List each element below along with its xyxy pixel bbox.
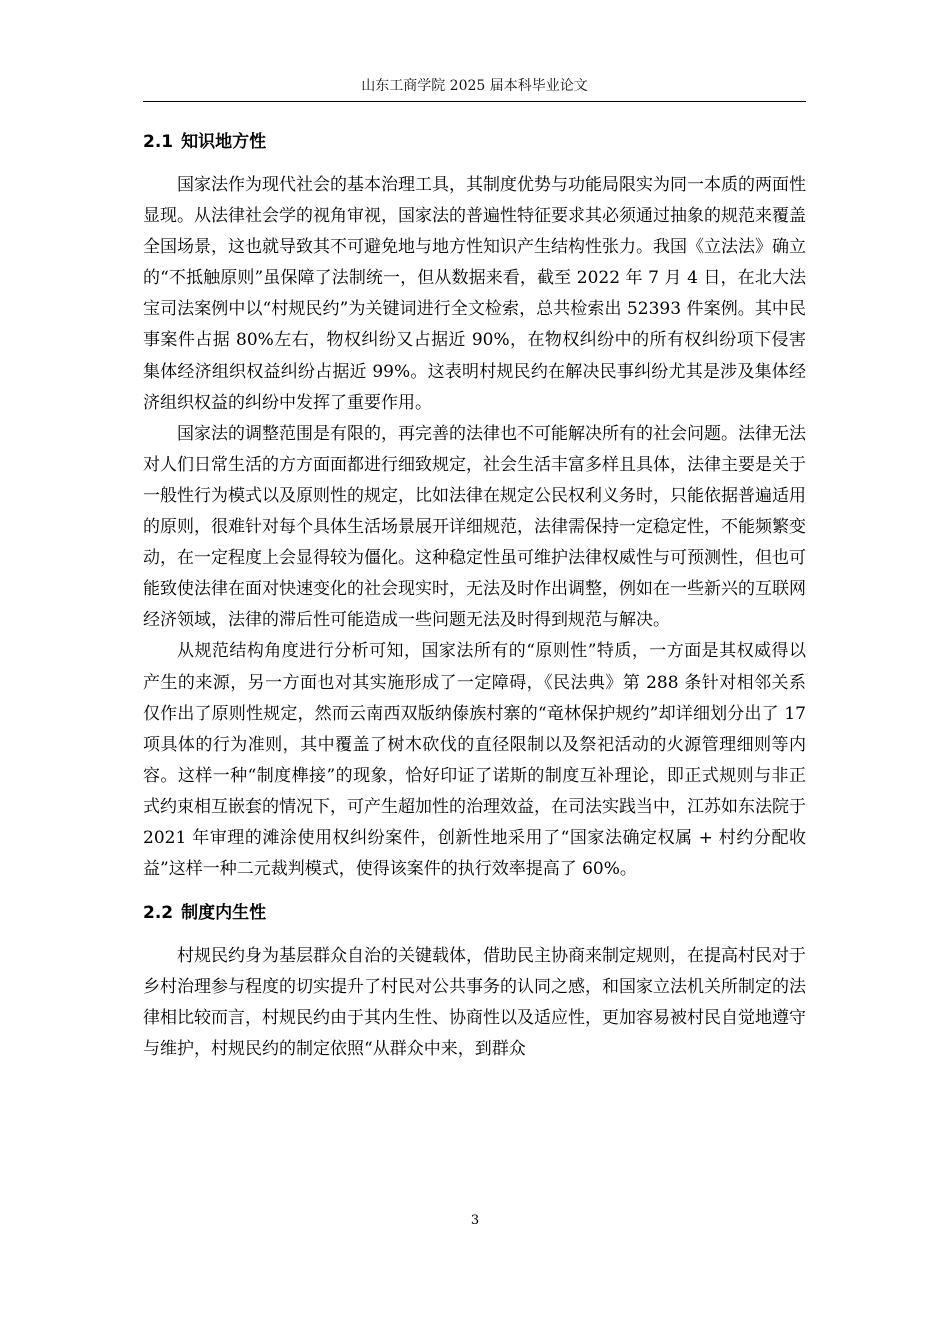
section-number: 2.1 [143, 132, 174, 152]
section-knowledge-locality [143, 128, 806, 885]
page-number: 3 [470, 1213, 480, 1228]
section-heading [143, 128, 806, 156]
header-rule [143, 101, 806, 102]
running-header: 山东工商学院 2025 届本科毕业论文 [361, 78, 588, 94]
section-institutional-endogeneity [143, 899, 806, 1065]
page-content [143, 128, 806, 1066]
section-title: 制度内生性 [181, 903, 267, 924]
paragraph: 国家法作为现代社会的基本治理工具，其制度优势与功能局限实为同一本质的两面性显现。从法律社会学的视角审视，国家法的普遍性特征要求其必须通过抽象的规范来覆盖全国场景，这也就导致其不可避免地与地方性知识产生结构性张力。我国《立法法》确立的“不抵触原则”虽保障了法制统一，但从数据来看，截至 2022 年 7 月 4 日，在北大法宝司法案例中以“村规民约”为关键词进行全文检索，总共检索出 52393 件案例。其中民事案件占据 80%左右，物权纠纷又占据近 90%，在物权纠纷中的所有权纠纷项下侵害集体经济组织权益纠纷占据近 99%。这表明村规民约在解决民事纠纷尤其是涉及集体经济组织权益的纠纷中发挥了重要作用。 [143, 175, 806, 413]
paragraph: 从规范结构角度进行分析可知，国家法所有的“原则性”特质，一方面是其权威得以产生的来源，另一方面也对其实施形成了一定障碍，《民法典》第 288 条针对相邻关系仅作出了原则性规定，然而云南西双版纳傣族村寨的“竜林保护规约”却详细划分出了 17 项具体的行为准则，其中覆盖了树木砍伐的直径限制以及祭祀活动的火源管理细则等内容。这样一种“制度榫接”的现象，恰好印证了诺斯的制度互补理论，即正式规则与非正式约束相互嵌套的情况下，可产生超加性的治理效益，在司法实践当中，江苏如东法院于 2021 年审理的滩涂使用权纠纷案件，创新性地采用了“国家法确定权属 + 村约分配收益”这样一种二元裁判模式，使得该案件的执行效率提高了 60%。 [143, 641, 806, 880]
section-heading [143, 899, 806, 927]
section-title: 知识地方性 [181, 132, 267, 152]
paragraph: 村规民约身为基层群众自治的关键载体，借助民主协商来制定规则，在提高村民对于乡村治理参与程度的切实提升了村民对公共事务的认同之感，和国家立法机关所制定的法律相比较而言，村规民约由于其内生性、协商性以及适应性，更加容易被村民自觉地遵守与维护，村规民约的制定依照“从群众中来，到群众 [143, 946, 806, 1060]
paragraph: 国家法的调整范围是有限的，再完善的法律也不可能解决所有的社会问题。法律无法对人们日常生活的方方面面都进行细致规定，社会生活丰富多样且具体，法律主要是关于一般性行为模式以及原则性的规定，比如法律在规定公民权利义务时，只能依据普遍适用的原则，很难针对每个具体生活场景展开详细规范，法律需保持一定稳定性，不能频繁变动，在一定程度上会显得较为僵化。这种稳定性虽可维护法律权威性与可预测性，但也可能致使法律在面对快速变化的社会现实时，无法及时作出调整，例如在一些新兴的互联网经济领域，法律的滞后性可能造成一些问题无法及时得到规范与解决。 [143, 423, 806, 631]
section-number: 2.2 [143, 903, 174, 924]
